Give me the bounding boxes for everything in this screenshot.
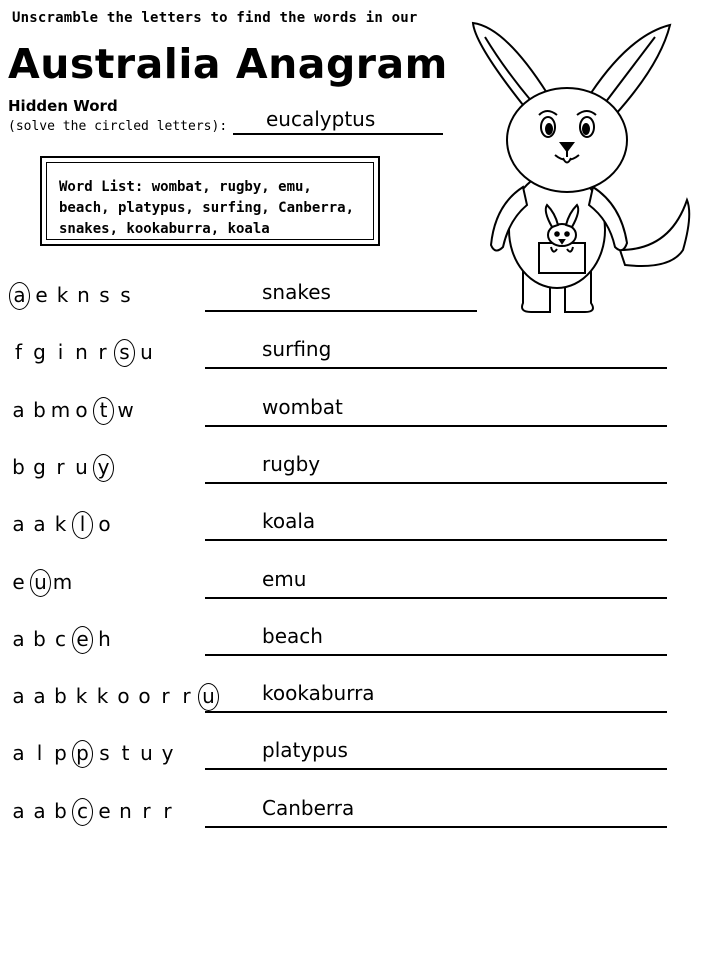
answer-underline [205, 826, 667, 828]
letter: a [33, 684, 46, 709]
hidden-word-answer[interactable]: eucalyptus [266, 107, 376, 131]
letter: a [12, 626, 25, 651]
scrambled-letters [8, 512, 115, 536]
answer-text[interactable]: platypus [262, 738, 348, 763]
letter: r [163, 798, 172, 823]
word-list-inner-frame [46, 162, 374, 240]
letter: a [12, 684, 25, 709]
letter: e [35, 283, 48, 307]
circled-letter: l [72, 511, 93, 539]
answer-underline [205, 539, 667, 541]
letter: u [140, 340, 153, 365]
letter: s [99, 283, 110, 307]
scrambled-letters [8, 455, 115, 479]
letter: n [77, 283, 90, 307]
scrambled-letters [8, 398, 136, 422]
circled-letter: e [72, 626, 93, 654]
answer-text[interactable]: koala [262, 509, 316, 534]
scrambled-letters [8, 570, 73, 594]
letter: g [33, 454, 46, 479]
answer-text[interactable]: snakes [262, 280, 331, 304]
answer-text[interactable]: emu [262, 566, 307, 591]
letter: a [12, 397, 25, 422]
letter: k [56, 283, 69, 307]
letter: a [33, 798, 46, 823]
letter: u [75, 454, 88, 479]
scrambled-letters [8, 741, 178, 765]
letter: f [14, 340, 23, 365]
kangaroo-icon [455, 15, 700, 315]
hidden-word-label: Hidden Word [8, 97, 118, 115]
letter: a [12, 798, 25, 823]
answer-text[interactable]: beach [262, 623, 323, 648]
letter: r [56, 454, 65, 479]
scrambled-letters [8, 684, 220, 708]
letter: a [33, 512, 46, 537]
letter: w [117, 397, 134, 422]
letter: b [12, 454, 25, 479]
letter: c [55, 626, 66, 651]
answer-underline [205, 310, 477, 312]
circled-letter: t [93, 397, 114, 425]
letter: e [12, 569, 25, 594]
letter: p [54, 741, 67, 766]
letter: o [75, 397, 88, 422]
worksheet-subtitle: Unscramble the letters to find the words in our [12, 10, 418, 26]
circled-letter: u [198, 683, 219, 711]
scrambled-letters [8, 283, 136, 307]
circled-letter: u [30, 569, 51, 597]
answer-underline [205, 711, 667, 713]
circled-letter: a [9, 282, 30, 310]
scrambled-letters [8, 799, 178, 823]
answer-underline [205, 482, 667, 484]
letter: r [98, 340, 107, 365]
letter: g [33, 340, 46, 365]
letter: m [50, 397, 71, 422]
answer-underline [205, 768, 667, 770]
letter: h [98, 626, 111, 651]
letter: s [120, 283, 131, 307]
letter: n [119, 798, 132, 823]
word-list-line: Word List: wombat, rugby, emu, [59, 179, 312, 195]
letter: k [96, 684, 109, 709]
worksheet-title: Australia Anagram [8, 40, 448, 88]
letter: k [75, 684, 88, 709]
circled-letter: c [72, 798, 93, 826]
letter: k [54, 512, 67, 537]
letter: b [33, 626, 46, 651]
letter: e [98, 798, 111, 823]
letter: o [98, 512, 111, 537]
letter: r [161, 684, 170, 709]
word-list-line: beach, platypus, surfing, Canberra, [59, 200, 355, 216]
answer-text[interactable]: kookaburra [262, 681, 375, 706]
word-list-line: snakes, kookaburra, koala [59, 221, 270, 237]
letter: u [140, 741, 153, 766]
circled-letter: s [114, 339, 135, 367]
answer-underline [205, 597, 667, 599]
answer-text[interactable]: rugby [262, 451, 321, 476]
word-list-box [40, 156, 380, 246]
answer-underline [205, 654, 667, 656]
letter: a [12, 741, 25, 766]
letter: o [138, 684, 151, 709]
letter: r [142, 798, 151, 823]
letter: b [33, 397, 46, 422]
hidden-word-instruction: (solve the circled letters): [8, 119, 228, 134]
letter: s [99, 741, 110, 766]
letter: o [117, 684, 130, 709]
letter: r [182, 684, 191, 709]
letter: a [12, 512, 25, 537]
letter: y [161, 741, 174, 766]
answer-text[interactable]: Canberra [262, 795, 355, 820]
answer-underline [205, 425, 667, 427]
letter: n [75, 340, 88, 365]
hidden-word-underline [233, 133, 443, 135]
circled-letter: y [93, 454, 114, 482]
answer-text[interactable]: surfing [262, 337, 332, 362]
letter: i [57, 340, 64, 365]
scrambled-letters [8, 340, 157, 364]
letter: t [121, 741, 130, 766]
letter: l [36, 741, 43, 766]
circled-letter: p [72, 740, 93, 768]
answer-text[interactable]: wombat [262, 394, 343, 419]
scrambled-letters [8, 627, 115, 651]
letter: b [54, 798, 67, 823]
letter: m [52, 569, 73, 594]
answer-underline [205, 367, 667, 369]
letter: b [54, 684, 67, 709]
